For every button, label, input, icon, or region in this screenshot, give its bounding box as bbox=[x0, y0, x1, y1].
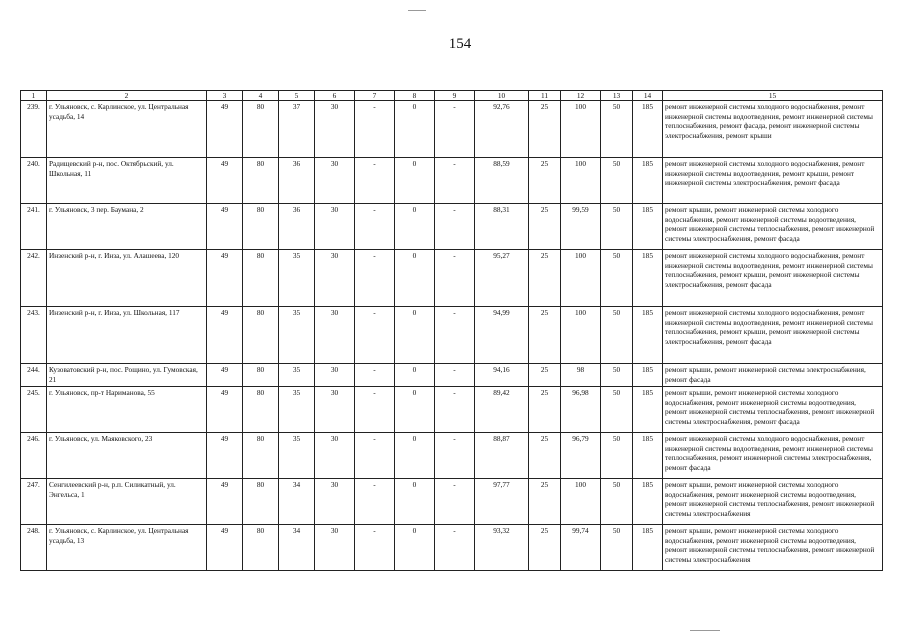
row-number: 240. bbox=[21, 158, 47, 204]
column-header: 12 bbox=[561, 91, 601, 101]
value-cell: 25 bbox=[529, 525, 561, 571]
value-cell: 0 bbox=[395, 387, 435, 433]
value-cell: 36 bbox=[279, 204, 315, 250]
row-number: 241. bbox=[21, 204, 47, 250]
value-cell: 30 bbox=[315, 479, 355, 525]
value-cell: 49 bbox=[207, 387, 243, 433]
value-cell: 96,79 bbox=[561, 433, 601, 479]
column-header: 3 bbox=[207, 91, 243, 101]
value-cell: - bbox=[435, 250, 475, 307]
value-cell: 88,31 bbox=[475, 204, 529, 250]
value-cell: 0 bbox=[395, 250, 435, 307]
value-cell: 30 bbox=[315, 250, 355, 307]
table-row bbox=[21, 525, 883, 571]
address-cell: Радищевский р-н, пос. Октябрьский, ул. Школьная, 11 bbox=[47, 158, 207, 204]
value-cell: 0 bbox=[395, 158, 435, 204]
column-header: 1 bbox=[21, 91, 47, 101]
value-cell: 185 bbox=[633, 158, 663, 204]
value-cell: 88,87 bbox=[475, 433, 529, 479]
value-cell: - bbox=[355, 387, 395, 433]
works-cell: ремонт инженерной системы холодного водоснабжения, ремонт инженерной системы водоотведения, ремонт крыши, ремонт инженерной системы электроснабжения, ремонт фасада bbox=[663, 158, 883, 204]
table-row bbox=[21, 307, 883, 364]
address-cell: г. Ульяновск, с. Карлинское, ул. Центральная усадьба, 14 bbox=[47, 101, 207, 158]
address-cell: Сенгилеевский р-н, р.п. Силикатный, ул. Энгельса, 1 bbox=[47, 479, 207, 525]
value-cell: - bbox=[355, 525, 395, 571]
value-cell: 30 bbox=[315, 433, 355, 479]
value-cell: 185 bbox=[633, 250, 663, 307]
value-cell: 80 bbox=[243, 204, 279, 250]
value-cell: - bbox=[355, 479, 395, 525]
value-cell: 80 bbox=[243, 250, 279, 307]
value-cell: 30 bbox=[315, 158, 355, 204]
value-cell: - bbox=[435, 479, 475, 525]
row-number: 243. bbox=[21, 307, 47, 364]
value-cell: 25 bbox=[529, 307, 561, 364]
value-cell: 34 bbox=[279, 525, 315, 571]
value-cell: 49 bbox=[207, 158, 243, 204]
value-cell: 25 bbox=[529, 204, 561, 250]
works-cell: ремонт инженерной системы холодного водоснабжения, ремонт инженерной системы водоотведения, ремонт инженерной системы теплоснабжения, ремонт крыши, ремонт инженерной системы электроснабжения, ремонт фасада bbox=[663, 250, 883, 307]
scan-mark-top bbox=[408, 10, 426, 11]
value-cell: - bbox=[435, 158, 475, 204]
value-cell: 80 bbox=[243, 525, 279, 571]
column-header: 9 bbox=[435, 91, 475, 101]
value-cell: 97,77 bbox=[475, 479, 529, 525]
table-row bbox=[21, 364, 883, 387]
value-cell: 0 bbox=[395, 204, 435, 250]
value-cell: 25 bbox=[529, 433, 561, 479]
value-cell: - bbox=[355, 204, 395, 250]
value-cell: 185 bbox=[633, 364, 663, 387]
value-cell: - bbox=[435, 364, 475, 387]
value-cell: - bbox=[435, 307, 475, 364]
column-header: 13 bbox=[601, 91, 633, 101]
table-row bbox=[21, 250, 883, 307]
value-cell: 37 bbox=[279, 101, 315, 158]
value-cell: - bbox=[355, 433, 395, 479]
value-cell: 49 bbox=[207, 307, 243, 364]
address-cell: г. Ульяновск, с. Карлинское, ул. Центральная усадьба, 13 bbox=[47, 525, 207, 571]
column-header: 7 bbox=[355, 91, 395, 101]
value-cell: - bbox=[435, 433, 475, 479]
address-cell: г. Ульяновск, пр-т Нариманова, 55 bbox=[47, 387, 207, 433]
value-cell: - bbox=[355, 101, 395, 158]
value-cell: 100 bbox=[561, 307, 601, 364]
value-cell: - bbox=[435, 525, 475, 571]
address-cell: г. Ульяновск, ул. Маяковского, 23 bbox=[47, 433, 207, 479]
works-cell: ремонт крыши, ремонт инженерной системы электроснабжения, ремонт фасада bbox=[663, 364, 883, 387]
value-cell: 95,27 bbox=[475, 250, 529, 307]
address-cell: Инзенский р-н, г. Инза, ул. Школьная, 117 bbox=[47, 307, 207, 364]
value-cell: - bbox=[355, 364, 395, 387]
value-cell: - bbox=[435, 387, 475, 433]
value-cell: 25 bbox=[529, 387, 561, 433]
value-cell: 25 bbox=[529, 158, 561, 204]
value-cell: 100 bbox=[561, 250, 601, 307]
table-row bbox=[21, 101, 883, 158]
value-cell: 92,76 bbox=[475, 101, 529, 158]
value-cell: 100 bbox=[561, 158, 601, 204]
works-cell: ремонт инженерной системы холодного водоснабжения, ремонт инженерной системы водоотведения, ремонт инженерной системы теплоснабжения, ремонт фасада, ремонт инженерной системы электроснабжения, ремонт крыши bbox=[663, 101, 883, 158]
value-cell: 80 bbox=[243, 364, 279, 387]
column-header: 8 bbox=[395, 91, 435, 101]
row-number: 246. bbox=[21, 433, 47, 479]
value-cell: 94,99 bbox=[475, 307, 529, 364]
works-cell: ремонт крыши, ремонт инженерной системы холодного водоснабжения, ремонт инженерной системы водоотведения, ремонт инженерной системы теплоснабжения, ремонт инженерной системы электроснабжения bbox=[663, 479, 883, 525]
address-cell: г. Ульяновск, 3 пер. Баумана, 2 bbox=[47, 204, 207, 250]
row-number: 239. bbox=[21, 101, 47, 158]
value-cell: 30 bbox=[315, 364, 355, 387]
works-cell: ремонт крыши, ремонт инженерной системы холодного водоснабжения, ремонт инженерной системы водоотведения, ремонт инженерной системы теплоснабжения, ремонт инженерной системы электроснабжения, ремонт фасада bbox=[663, 387, 883, 433]
column-header: 14 bbox=[633, 91, 663, 101]
value-cell: 49 bbox=[207, 479, 243, 525]
value-cell: 25 bbox=[529, 101, 561, 158]
value-cell: 50 bbox=[601, 250, 633, 307]
value-cell: 50 bbox=[601, 387, 633, 433]
address-cell: Инзенский р-н, г. Инза, ул. Алашеева, 120 bbox=[47, 250, 207, 307]
works-cell: ремонт крыши, ремонт инженерной системы холодного водоснабжения, ремонт инженерной системы водоотведения, ремонт инженерной системы теплоснабжения, ремонт инженерной системы электроснабжения, ремонт фасада bbox=[663, 204, 883, 250]
table-row bbox=[21, 387, 883, 433]
value-cell: 185 bbox=[633, 307, 663, 364]
value-cell: 25 bbox=[529, 364, 561, 387]
table-row bbox=[21, 204, 883, 250]
value-cell: 0 bbox=[395, 364, 435, 387]
value-cell: 80 bbox=[243, 101, 279, 158]
value-cell: 80 bbox=[243, 307, 279, 364]
page-number: 154 bbox=[448, 36, 472, 52]
table-row bbox=[21, 433, 883, 479]
value-cell: 185 bbox=[633, 433, 663, 479]
value-cell: 30 bbox=[315, 525, 355, 571]
value-cell: 50 bbox=[601, 364, 633, 387]
value-cell: 30 bbox=[315, 387, 355, 433]
value-cell: 25 bbox=[529, 479, 561, 525]
table-row bbox=[21, 479, 883, 525]
row-number: 248. bbox=[21, 525, 47, 571]
value-cell: 35 bbox=[279, 364, 315, 387]
value-cell: 99,74 bbox=[561, 525, 601, 571]
scan-mark-bottom bbox=[690, 630, 720, 631]
value-cell: 80 bbox=[243, 479, 279, 525]
column-header: 2 bbox=[47, 91, 207, 101]
registry-table bbox=[20, 90, 883, 571]
value-cell: 99,59 bbox=[561, 204, 601, 250]
value-cell: - bbox=[435, 204, 475, 250]
value-cell: 30 bbox=[315, 307, 355, 364]
value-cell: 96,98 bbox=[561, 387, 601, 433]
value-cell: 50 bbox=[601, 479, 633, 525]
works-cell: ремонт крыши, ремонт инженерной системы холодного водоснабжения, ремонт инженерной системы водоотведения, ремонт инженерной системы теплоснабжения, ремонт инженерной системы электроснабжения bbox=[663, 525, 883, 571]
value-cell: 0 bbox=[395, 433, 435, 479]
value-cell: - bbox=[355, 307, 395, 364]
value-cell: 0 bbox=[395, 479, 435, 525]
value-cell: 35 bbox=[279, 307, 315, 364]
value-cell: 50 bbox=[601, 204, 633, 250]
value-cell: 93,32 bbox=[475, 525, 529, 571]
value-cell: 34 bbox=[279, 479, 315, 525]
column-header: 4 bbox=[243, 91, 279, 101]
row-number: 244. bbox=[21, 364, 47, 387]
value-cell: 25 bbox=[529, 250, 561, 307]
table-header-row bbox=[21, 91, 883, 101]
value-cell: 35 bbox=[279, 433, 315, 479]
value-cell: - bbox=[355, 250, 395, 307]
value-cell: 0 bbox=[395, 525, 435, 571]
column-header: 5 bbox=[279, 91, 315, 101]
value-cell: 50 bbox=[601, 433, 633, 479]
value-cell: 35 bbox=[279, 250, 315, 307]
value-cell: 80 bbox=[243, 433, 279, 479]
value-cell: 50 bbox=[601, 307, 633, 364]
works-cell: ремонт инженерной системы холодного водоснабжения, ремонт инженерной системы водоотведения, ремонт инженерной системы теплоснабжения, ремонт инженерной системы электроснабжения, ремонт фасада bbox=[663, 433, 883, 479]
address-cell: Кузоватовский р-н, пос. Рощино, ул. Гумовская, 21 bbox=[47, 364, 207, 387]
value-cell: 35 bbox=[279, 387, 315, 433]
value-cell: 100 bbox=[561, 479, 601, 525]
column-header: 6 bbox=[315, 91, 355, 101]
value-cell: 185 bbox=[633, 387, 663, 433]
table-row bbox=[21, 158, 883, 204]
value-cell: 49 bbox=[207, 364, 243, 387]
value-cell: 49 bbox=[207, 525, 243, 571]
value-cell: 0 bbox=[395, 101, 435, 158]
row-number: 245. bbox=[21, 387, 47, 433]
column-header: 15 bbox=[663, 91, 883, 101]
value-cell: - bbox=[355, 158, 395, 204]
value-cell: 0 bbox=[395, 307, 435, 364]
value-cell: 49 bbox=[207, 250, 243, 307]
row-number: 242. bbox=[21, 250, 47, 307]
value-cell: 185 bbox=[633, 479, 663, 525]
value-cell: 49 bbox=[207, 433, 243, 479]
value-cell: 88,59 bbox=[475, 158, 529, 204]
value-cell: 30 bbox=[315, 101, 355, 158]
value-cell: 80 bbox=[243, 158, 279, 204]
row-number: 247. bbox=[21, 479, 47, 525]
value-cell: 94,16 bbox=[475, 364, 529, 387]
value-cell: 50 bbox=[601, 101, 633, 158]
value-cell: 49 bbox=[207, 204, 243, 250]
works-cell: ремонт инженерной системы холодного водоснабжения, ремонт инженерной системы водоотведения, ремонт инженерной системы теплоснабжения, ремонт крыши, ремонт инженерной системы электроснабжения, ремонт фасада bbox=[663, 307, 883, 364]
value-cell: 185 bbox=[633, 101, 663, 158]
value-cell: 89,42 bbox=[475, 387, 529, 433]
value-cell: - bbox=[435, 101, 475, 158]
column-header: 11 bbox=[529, 91, 561, 101]
value-cell: 49 bbox=[207, 101, 243, 158]
value-cell: 36 bbox=[279, 158, 315, 204]
value-cell: 50 bbox=[601, 525, 633, 571]
value-cell: 185 bbox=[633, 204, 663, 250]
value-cell: 50 bbox=[601, 158, 633, 204]
value-cell: 98 bbox=[561, 364, 601, 387]
value-cell: 30 bbox=[315, 204, 355, 250]
column-header: 10 bbox=[475, 91, 529, 101]
value-cell: 80 bbox=[243, 387, 279, 433]
value-cell: 185 bbox=[633, 525, 663, 571]
value-cell: 100 bbox=[561, 101, 601, 158]
